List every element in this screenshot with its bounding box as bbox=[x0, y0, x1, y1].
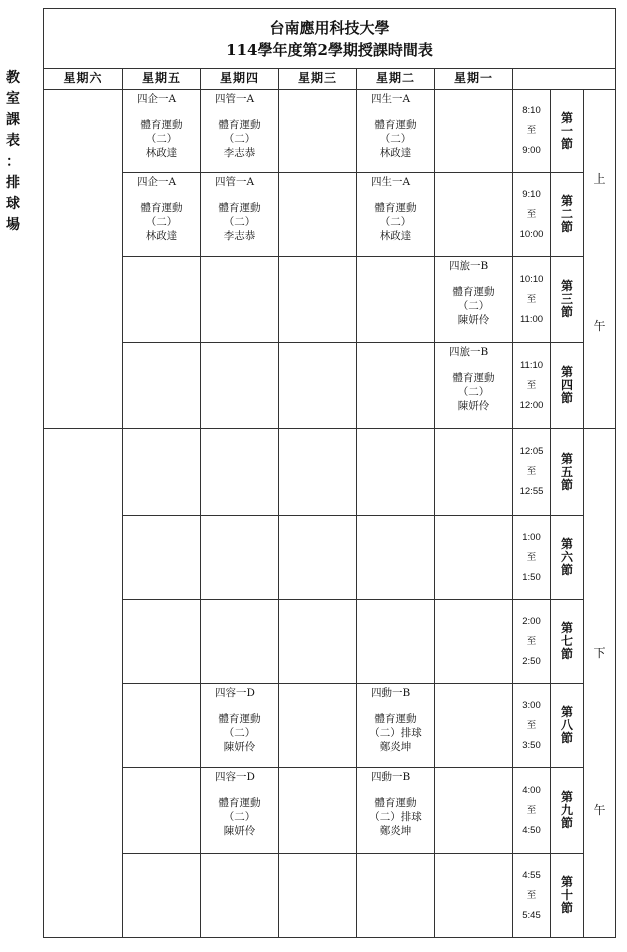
empty-cell bbox=[44, 90, 123, 429]
period-name-char: 節 bbox=[560, 731, 573, 745]
semester-title: 114學年度第2學期授課時間表 bbox=[226, 40, 433, 59]
empty-cell bbox=[123, 854, 201, 938]
time-start: 8:10 bbox=[522, 105, 541, 116]
course-name: 體育運動 bbox=[218, 713, 261, 725]
time-sep: 至 bbox=[526, 804, 537, 816]
course-cell[interactable] bbox=[201, 90, 279, 173]
period-time bbox=[513, 516, 551, 600]
course-suffix: （二） bbox=[223, 133, 256, 145]
course-name: 體育運動 bbox=[374, 119, 417, 131]
period-row bbox=[44, 90, 616, 173]
time-header bbox=[513, 69, 616, 90]
course-name: 體育運動 bbox=[218, 797, 261, 809]
course-suffix: （二） bbox=[145, 216, 178, 228]
empty-cell bbox=[357, 257, 435, 343]
day-header: 星期一 bbox=[435, 69, 513, 90]
time-start: 1:00 bbox=[522, 531, 541, 543]
period-name-char: 六 bbox=[560, 550, 573, 564]
course-suffix: （二） bbox=[145, 133, 178, 145]
course-cell[interactable] bbox=[123, 90, 201, 173]
period-name-char: 節 bbox=[560, 477, 573, 492]
period-row bbox=[44, 600, 616, 684]
period-name bbox=[551, 173, 584, 257]
empty-cell bbox=[123, 516, 201, 600]
time-end: 12:00 bbox=[519, 399, 544, 411]
side-label-char: ： bbox=[6, 154, 20, 170]
period-row bbox=[44, 343, 616, 429]
period-name bbox=[551, 257, 584, 343]
course-name: 體育運動 bbox=[452, 286, 495, 298]
course-cell[interactable] bbox=[201, 173, 279, 257]
time-sep: 至 bbox=[526, 889, 537, 901]
period-name-char: 節 bbox=[560, 220, 573, 234]
class-name: 四容一D bbox=[215, 771, 255, 783]
period-row bbox=[44, 684, 616, 768]
class-name: 四旅一B bbox=[449, 346, 489, 358]
time-end: 3:50 bbox=[522, 739, 541, 751]
half-char: 午 bbox=[593, 319, 606, 333]
period-name-char: 第 bbox=[560, 537, 573, 551]
period-name-char: 第 bbox=[560, 279, 573, 293]
period-time bbox=[513, 684, 551, 768]
class-name: 四旅一B bbox=[449, 260, 489, 272]
day-header: 星期五 bbox=[123, 69, 201, 90]
period-name-char: 節 bbox=[560, 816, 573, 830]
course-suffix: （二） bbox=[379, 133, 412, 145]
period-time bbox=[513, 429, 551, 516]
period-row bbox=[44, 429, 616, 516]
period-name-char: 第 bbox=[560, 875, 573, 889]
empty-cell bbox=[123, 684, 201, 768]
period-row bbox=[44, 257, 616, 343]
empty-cell bbox=[123, 429, 201, 516]
course-cell[interactable] bbox=[357, 173, 435, 257]
time-sep: 至 bbox=[526, 719, 537, 731]
empty-cell bbox=[435, 516, 513, 600]
empty-cell bbox=[123, 768, 201, 854]
period-name-char: 五 bbox=[560, 464, 573, 479]
time-sep: 至 bbox=[526, 466, 537, 477]
teacher-name: 林政達 bbox=[379, 147, 412, 159]
period-name bbox=[551, 854, 584, 938]
time-start: 2:00 bbox=[522, 615, 541, 627]
period-name-char: 節 bbox=[560, 647, 573, 661]
time-end: 1:50 bbox=[522, 571, 541, 583]
time-sep: 至 bbox=[526, 379, 537, 391]
empty-cell bbox=[357, 516, 435, 600]
teacher-name: 陳妍伶 bbox=[223, 741, 256, 753]
course-cell[interactable] bbox=[357, 684, 435, 768]
period-name-char: 七 bbox=[560, 634, 573, 648]
period-name-char: 節 bbox=[560, 136, 573, 151]
period-name-char: 第 bbox=[560, 705, 573, 719]
teacher-name: 陳妍伶 bbox=[457, 314, 490, 326]
course-name: 體育運動 bbox=[374, 202, 417, 214]
empty-cell bbox=[279, 600, 357, 684]
empty-cell bbox=[279, 684, 357, 768]
day-header: 星期四 bbox=[201, 69, 279, 90]
time-start: 9:10 bbox=[522, 188, 541, 200]
course-name: 體育運動 bbox=[452, 372, 495, 384]
time-start: 11:10 bbox=[519, 359, 544, 371]
course-cell[interactable] bbox=[123, 173, 201, 257]
course-cell[interactable] bbox=[201, 768, 279, 854]
timetable bbox=[43, 8, 616, 938]
empty-cell bbox=[435, 684, 513, 768]
period-name bbox=[551, 600, 584, 684]
course-cell[interactable] bbox=[435, 343, 513, 429]
timetable-title bbox=[44, 9, 616, 69]
time-start: 10:10 bbox=[519, 273, 544, 285]
period-name-char: 二 bbox=[560, 207, 573, 221]
course-name: 體育運動 bbox=[218, 119, 261, 131]
time-end: 12:55 bbox=[519, 486, 544, 497]
period-name bbox=[551, 429, 584, 516]
empty-cell bbox=[201, 516, 279, 600]
period-row bbox=[44, 516, 616, 600]
period-name-char: 節 bbox=[560, 563, 573, 577]
period-name-char: 八 bbox=[560, 718, 573, 732]
empty-cell bbox=[435, 854, 513, 938]
class-name: 四動一B bbox=[371, 687, 411, 699]
class-name: 四動一B bbox=[371, 771, 411, 783]
teacher-name: 李志恭 bbox=[223, 147, 256, 159]
empty-cell bbox=[201, 854, 279, 938]
period-name-char: 第 bbox=[560, 194, 573, 208]
period-time bbox=[513, 854, 551, 938]
empty-cell bbox=[357, 600, 435, 684]
course-name: 體育運動 bbox=[374, 713, 417, 725]
class-name: 四容一D bbox=[215, 687, 255, 699]
empty-cell bbox=[201, 257, 279, 343]
period-row bbox=[44, 173, 616, 257]
side-label-char: 表 bbox=[6, 133, 20, 149]
day-header: 星期三 bbox=[279, 69, 357, 90]
period-time bbox=[513, 90, 551, 173]
half-char: 午 bbox=[593, 803, 606, 817]
period-name-char: 一 bbox=[560, 123, 573, 138]
empty-cell bbox=[279, 768, 357, 854]
empty-cell bbox=[279, 173, 357, 257]
empty-cell bbox=[435, 600, 513, 684]
teacher-name: 林政達 bbox=[145, 147, 178, 159]
period-name bbox=[551, 768, 584, 854]
class-name: 四生一A bbox=[371, 93, 411, 105]
time-end: 5:45 bbox=[522, 909, 541, 921]
period-name bbox=[551, 516, 584, 600]
course-name: 體育運動 bbox=[218, 202, 261, 214]
side-label-char: 場 bbox=[6, 217, 20, 233]
class-name: 四管一A bbox=[215, 93, 255, 105]
period-name bbox=[551, 343, 584, 429]
empty-cell bbox=[435, 173, 513, 257]
empty-cell bbox=[201, 600, 279, 684]
time-sep: 至 bbox=[526, 125, 537, 136]
afternoon-label bbox=[584, 429, 616, 938]
time-sep: 至 bbox=[526, 551, 537, 563]
teacher-name: 陳妍伶 bbox=[223, 825, 256, 837]
period-name-char: 節 bbox=[560, 901, 573, 915]
class-name: 四生一A bbox=[371, 176, 411, 188]
empty-cell bbox=[357, 854, 435, 938]
teacher-name: 林政達 bbox=[145, 230, 178, 242]
empty-cell bbox=[279, 90, 357, 173]
empty-cell bbox=[44, 429, 123, 938]
period-time bbox=[513, 257, 551, 343]
period-name-char: 節 bbox=[560, 391, 573, 405]
time-end: 9:00 bbox=[522, 145, 541, 156]
time-end: 4:50 bbox=[522, 824, 541, 836]
course-suffix: （二） bbox=[223, 811, 256, 823]
course-cell[interactable] bbox=[435, 257, 513, 343]
side-label-char: 球 bbox=[6, 196, 20, 212]
course-suffix: （二） bbox=[457, 300, 490, 312]
period-time bbox=[513, 343, 551, 429]
course-name: 體育運動 bbox=[140, 119, 183, 131]
time-sep: 至 bbox=[526, 293, 537, 305]
time-start: 3:00 bbox=[522, 699, 541, 711]
empty-cell bbox=[435, 90, 513, 173]
teacher-name: 林政達 bbox=[379, 230, 412, 242]
period-time bbox=[513, 600, 551, 684]
time-start: 12:05 bbox=[519, 446, 544, 457]
course-cell[interactable] bbox=[357, 768, 435, 854]
period-name-char: 十 bbox=[560, 888, 573, 902]
time-end: 11:00 bbox=[519, 313, 544, 325]
time-end: 2:50 bbox=[522, 655, 541, 667]
time-sep: 至 bbox=[526, 635, 537, 647]
empty-cell bbox=[123, 600, 201, 684]
time-sep: 至 bbox=[526, 208, 537, 220]
course-name: 體育運動 bbox=[140, 202, 183, 214]
half-char: 上 bbox=[593, 172, 606, 186]
empty-cell bbox=[357, 343, 435, 429]
empty-cell bbox=[279, 429, 357, 516]
side-label-char: 室 bbox=[6, 91, 20, 107]
side-label-char: 教 bbox=[6, 70, 20, 86]
empty-cell bbox=[279, 257, 357, 343]
course-suffix: （二）排球 bbox=[369, 727, 422, 739]
side-label-char: 排 bbox=[6, 175, 20, 191]
period-row bbox=[44, 768, 616, 854]
period-name-char: 第 bbox=[560, 110, 573, 125]
period-name-char: 第 bbox=[560, 365, 573, 379]
period-name bbox=[551, 90, 584, 173]
course-suffix: （二） bbox=[457, 386, 490, 398]
side-label bbox=[3, 68, 23, 236]
class-name: 四管一A bbox=[215, 176, 255, 188]
course-suffix: （二） bbox=[223, 216, 256, 228]
half-char: 下 bbox=[593, 646, 606, 660]
period-name-char: 九 bbox=[560, 803, 573, 817]
course-name: 體育運動 bbox=[374, 797, 417, 809]
period-name-char: 第 bbox=[560, 451, 573, 466]
course-cell[interactable] bbox=[201, 684, 279, 768]
course-suffix: （二） bbox=[379, 216, 412, 228]
time-start: 4:55 bbox=[522, 869, 541, 881]
empty-cell bbox=[357, 429, 435, 516]
empty-cell bbox=[201, 429, 279, 516]
period-name-char: 節 bbox=[560, 305, 573, 319]
empty-cell bbox=[435, 768, 513, 854]
period-row bbox=[44, 854, 616, 938]
teacher-name: 鄭炎坤 bbox=[379, 825, 412, 837]
side-label-char: 課 bbox=[6, 112, 20, 128]
period-time bbox=[513, 173, 551, 257]
period-name-char: 第 bbox=[560, 621, 573, 635]
teacher-name: 李志恭 bbox=[223, 230, 256, 242]
day-header: 星期二 bbox=[357, 69, 435, 90]
class-name: 四企一A bbox=[137, 93, 177, 105]
empty-cell bbox=[435, 429, 513, 516]
morning-label bbox=[584, 90, 616, 429]
school-name: 台南應用科技大學 bbox=[269, 18, 390, 37]
teacher-name: 鄭炎坤 bbox=[379, 741, 412, 753]
course-cell[interactable] bbox=[357, 90, 435, 173]
empty-cell bbox=[201, 343, 279, 429]
period-name-char: 第 bbox=[560, 790, 573, 804]
course-suffix: （二） bbox=[223, 727, 256, 739]
course-suffix: （二）排球 bbox=[369, 811, 422, 823]
time-start: 4:00 bbox=[522, 784, 541, 796]
empty-cell bbox=[123, 343, 201, 429]
empty-cell bbox=[279, 516, 357, 600]
period-name-char: 三 bbox=[560, 292, 573, 306]
empty-cell bbox=[279, 343, 357, 429]
teacher-name: 陳妍伶 bbox=[457, 400, 490, 412]
empty-cell bbox=[279, 854, 357, 938]
time-end: 10:00 bbox=[519, 228, 544, 240]
day-header: 星期六 bbox=[44, 69, 123, 90]
class-name: 四企一A bbox=[137, 176, 177, 188]
period-name-char: 四 bbox=[560, 378, 573, 392]
period-time bbox=[513, 768, 551, 854]
empty-cell bbox=[123, 257, 201, 343]
day-header-row bbox=[44, 69, 616, 90]
period-name bbox=[551, 684, 584, 768]
